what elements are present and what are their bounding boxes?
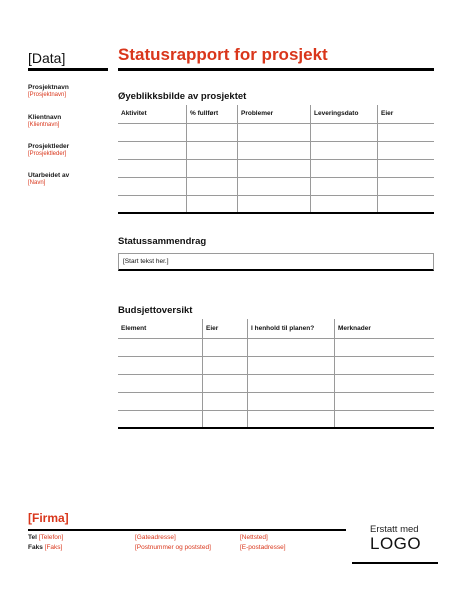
- tel-value[interactable]: [Telefon]: [38, 534, 64, 541]
- budget-header-row: [118, 319, 434, 338]
- table-cell[interactable]: [203, 338, 248, 356]
- table-cell[interactable]: [378, 123, 435, 141]
- date-placeholder[interactable]: [Data]: [28, 50, 66, 66]
- table-cell[interactable]: [238, 177, 311, 195]
- table-cell[interactable]: [118, 338, 203, 356]
- table-cell[interactable]: [118, 123, 187, 141]
- table-cell[interactable]: [118, 177, 187, 195]
- table-row: [118, 392, 434, 410]
- logo-text: LOGO: [370, 534, 422, 553]
- table-cell[interactable]: [378, 177, 435, 195]
- project-manager-field: [28, 143, 69, 157]
- budget-heading: Budsjettoversikt: [118, 305, 193, 316]
- table-row: [118, 195, 434, 213]
- table-cell[interactable]: [335, 338, 435, 356]
- table-row: [118, 374, 434, 392]
- prepared-by-label: Utarbeidet av: [28, 172, 70, 179]
- col-percent-complete: % fullført: [187, 105, 238, 123]
- col-issues: Problemer: [238, 105, 311, 123]
- table-row: [118, 356, 434, 374]
- project-manager-value[interactable]: [Prosjektleder]: [28, 151, 67, 157]
- table-cell[interactable]: [311, 177, 378, 195]
- table-cell[interactable]: [248, 410, 335, 428]
- table-cell[interactable]: [248, 356, 335, 374]
- table-cell[interactable]: [311, 123, 378, 141]
- table-cell[interactable]: [238, 123, 311, 141]
- table-cell[interactable]: [203, 410, 248, 428]
- tel-label: Tel: [28, 534, 37, 541]
- status-summary-textbox[interactable]: [Start tekst her.]: [118, 253, 434, 271]
- table-cell[interactable]: [378, 141, 435, 159]
- logo-rule: [352, 562, 438, 564]
- email-address[interactable]: [E-postadresse]: [240, 544, 286, 551]
- snapshot-header-row: [118, 105, 434, 123]
- table-cell[interactable]: [203, 374, 248, 392]
- website[interactable]: [Nettsted]: [240, 534, 268, 541]
- table-cell[interactable]: [118, 374, 203, 392]
- table-cell[interactable]: [335, 356, 435, 374]
- table-cell[interactable]: [378, 195, 435, 213]
- contact-phone-fax: [28, 533, 63, 553]
- table-row: [118, 159, 434, 177]
- table-cell[interactable]: [248, 392, 335, 410]
- table-cell[interactable]: [187, 123, 238, 141]
- table-cell[interactable]: [118, 410, 203, 428]
- street-address[interactable]: [Gateadresse]: [135, 534, 176, 541]
- snapshot-table: [118, 105, 434, 214]
- table-cell[interactable]: [118, 195, 187, 213]
- col-budget-owner: Eier: [203, 319, 248, 338]
- footer-rule: [28, 529, 346, 531]
- table-cell[interactable]: [311, 159, 378, 177]
- prepared-by-field: [28, 172, 69, 186]
- postal-address[interactable]: [Postnummer og poststed]: [135, 544, 211, 551]
- table-cell[interactable]: [187, 141, 238, 159]
- table-cell[interactable]: [311, 195, 378, 213]
- table-cell[interactable]: [378, 159, 435, 177]
- table-cell[interactable]: [118, 356, 203, 374]
- table-row: [118, 141, 434, 159]
- table-cell[interactable]: [118, 392, 203, 410]
- table-row: [118, 338, 434, 356]
- company-name[interactable]: [Firma]: [28, 511, 69, 525]
- table-row: [118, 123, 434, 141]
- snapshot-heading: Øyeblikksbilde av prosjektet: [118, 91, 247, 102]
- col-on-plan: I henhold til planen?: [248, 319, 335, 338]
- col-element: Element: [118, 319, 203, 338]
- table-cell[interactable]: [335, 392, 435, 410]
- table-row: [118, 410, 434, 428]
- project-name-field: [28, 84, 69, 98]
- prepared-by-value[interactable]: [Navn]: [28, 180, 46, 186]
- table-cell[interactable]: [335, 410, 435, 428]
- col-delivery-date: Leveringsdato: [311, 105, 378, 123]
- table-cell[interactable]: [118, 141, 187, 159]
- table-cell[interactable]: [248, 374, 335, 392]
- table-row: [118, 177, 434, 195]
- logo-placeholder[interactable]: [360, 524, 440, 553]
- project-manager-label: Prosjektleder: [28, 143, 70, 150]
- table-cell[interactable]: [238, 195, 311, 213]
- table-cell[interactable]: [311, 141, 378, 159]
- project-name-label: Prosjektnavn: [28, 84, 69, 91]
- budget-table: [118, 319, 434, 429]
- table-cell[interactable]: [203, 392, 248, 410]
- table-cell[interactable]: [248, 338, 335, 356]
- contact-web: [240, 533, 286, 553]
- table-cell[interactable]: [187, 177, 238, 195]
- sidebar-rule: [28, 68, 108, 71]
- table-cell[interactable]: [238, 159, 311, 177]
- client-name-value[interactable]: [Klientnavn]: [28, 122, 60, 128]
- page-title: Statusrapport for prosjekt: [118, 45, 328, 64]
- status-summary-heading: Statussammendrag: [118, 236, 207, 247]
- table-cell[interactable]: [238, 141, 311, 159]
- col-owner: Eier: [378, 105, 435, 123]
- table-cell[interactable]: [187, 159, 238, 177]
- client-name-field: [28, 114, 61, 128]
- col-activity: Aktivitet: [118, 105, 187, 123]
- logo-caption: Erstatt med: [370, 524, 419, 535]
- table-cell[interactable]: [203, 356, 248, 374]
- table-cell[interactable]: [118, 159, 187, 177]
- fax-label: Faks: [28, 544, 43, 551]
- client-name-label: Klientnavn: [28, 114, 62, 121]
- contact-address: [135, 533, 211, 553]
- project-name-value[interactable]: [Prosjektnavn]: [28, 92, 67, 98]
- col-notes: Merknader: [335, 319, 435, 338]
- table-cell[interactable]: [335, 374, 435, 392]
- fax-value[interactable]: [Faks]: [44, 544, 63, 551]
- table-cell[interactable]: [187, 195, 238, 213]
- title-rule: [118, 68, 434, 71]
